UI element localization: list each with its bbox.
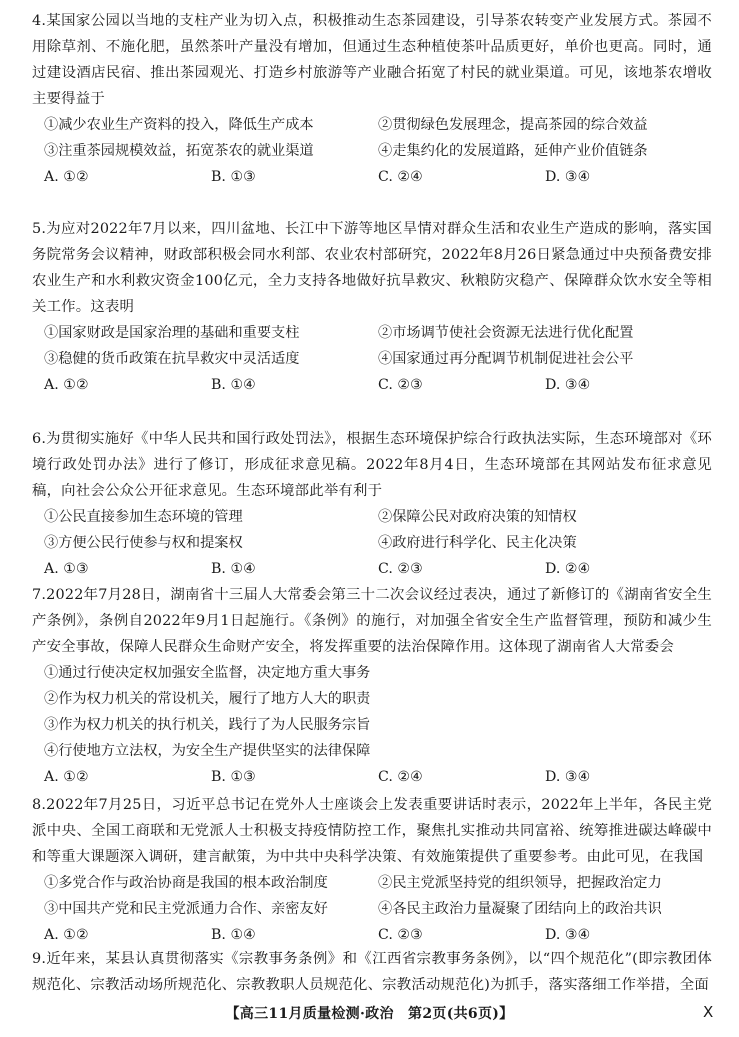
q5-option-3: ③稳健的货币政策在抗旱救灾中灵活适度 xyxy=(44,351,300,367)
question-4-answers xyxy=(32,164,712,190)
question-9 xyxy=(32,946,712,998)
question-5-stem: 5.为应对2022年7月以来，四川盆地、长江中下游等地区旱情对群众生活和农业生产造成的影响，落实国务院常务会议精神，财政部积极会同水利部、农业农村部研究，2022年8月26日紧急通过中央预备费安排农业生产和水利救灾资金100亿元，全力支持各地做好抗旱救灾、秋粮防灾稳产、保障群众饮水安全等相关工作。这表明 xyxy=(32,221,712,315)
q8-option-2: ②民主党派坚持党的组织领导，把握政治定力 xyxy=(378,875,662,891)
q8-option-1: ①多党合作与政治协商是我国的根本政治制度 xyxy=(44,875,328,891)
q4-answer-b: B. ①③ xyxy=(211,169,256,185)
question-4 xyxy=(32,8,712,190)
question-9-stem: 9.近年来，某县认真贯彻落实《宗教事务条例》和《江西省宗教事务条例》，以“四个规范化”(即宗教团体规范化、宗教活动场所规范化、宗教教职人员规范化、宗教活动规范化)为抓手，落实落细工作举措，全面 xyxy=(32,951,712,993)
q6-option-1: ①公民直接参加生态环境的管理 xyxy=(44,509,243,525)
q8-option-3: ③中国共产党和民主党派通力合作、亲密友好 xyxy=(44,901,328,917)
q5-option-4: ④国家通过再分配调节机制促进社会公平 xyxy=(378,351,634,367)
q4-option-3: ③注重茶园规模效益，拓宽茶农的就业渠道 xyxy=(44,143,314,159)
q7-option-1: ①通过行使决定权加强安全监督，决定地方重大事务 xyxy=(44,665,371,681)
question-5-answers xyxy=(32,372,712,398)
q6-answer-d: D. ②④ xyxy=(545,561,591,577)
q6-answer-c: C. ②③ xyxy=(378,561,423,577)
q4-answer-c: C. ②④ xyxy=(378,169,423,185)
q4-option-2: ②贯彻绿色发展理念，提高茶园的综合效益 xyxy=(378,117,648,133)
q5-answer-b: B. ①④ xyxy=(211,377,256,393)
q8-answer-b: B. ①④ xyxy=(211,927,256,943)
q7-answer-b: B. ①③ xyxy=(211,769,256,785)
q8-answer-a: A. ①② xyxy=(44,927,89,943)
question-8 xyxy=(32,792,712,948)
q7-option-4: ④行使地方立法权，为安全生产提供坚实的法律保障 xyxy=(44,743,371,759)
q8-option-4: ④各民主政治力量凝聚了团结向上的政治共识 xyxy=(378,901,662,917)
question-6-options xyxy=(32,504,712,556)
q7-answer-c: C. ②④ xyxy=(378,769,423,785)
page-footer: 【高三11月质量检测·政治 第2页(共6页)】 xyxy=(225,1006,514,1022)
q8-answer-c: C. ②③ xyxy=(378,927,423,943)
question-7-answers xyxy=(32,764,712,790)
q4-option-4: ④走集约化的发展道路，延伸产业价值链条 xyxy=(378,143,648,159)
q5-answer-d: D. ③④ xyxy=(545,377,591,393)
q8-answer-d: D. ③④ xyxy=(545,927,591,943)
q6-option-2: ②保障公民对政府决策的知情权 xyxy=(378,509,577,525)
question-6-stem: 6.为贯彻实施好《中华人民共和国行政处罚法》，根据生态环境保护综合行政执法实际，生态环境部对《环境行政处罚办法》进行了修订，形成征求意见稿。2022年8月4日，生态环境部在其网站发布征求意见稿，向社会公众公开征求意见。生态环境部此举有利于 xyxy=(32,431,712,499)
q7-answer-d: D. ③④ xyxy=(545,769,591,785)
question-7 xyxy=(32,582,712,790)
question-4-options xyxy=(32,112,712,164)
question-8-stem: 8.2022年7月25日，习近平总书记在党外人士座谈会上发表重要讲话时表示，2022年上半年，各民主党派中央、全国工商联和无党派人士积极支持疫情防控工作，聚焦扎实推动共同富裕、统筹推进碳达峰碳中和等重大课题深入调研，建言献策，为中共中央科学决策、有效施策提供了重要参考。由此可见，在我国 xyxy=(32,797,712,865)
q6-option-4: ④政府进行科学化、民主化决策 xyxy=(378,535,577,551)
question-5-options xyxy=(32,320,712,372)
question-7-options xyxy=(32,660,712,764)
q4-answer-a: A. ①② xyxy=(44,169,89,185)
question-8-answers xyxy=(32,922,712,948)
question-7-stem: 7.2022年7月28日，湖南省十三届人大常委会第三十二次会议经过表决，通过了新修订的《湖南省安全生产条例》，条例自2022年9月1日起施行。《条例》的施行，对加强全省安全生产监督管理，预防和减少生产安全事故，保障人民群众生命财产安全，将发挥重要的法治保障作用。这体现了湖南省人大常委会 xyxy=(32,587,712,655)
q6-option-3: ③方便公民行使参与权和提案权 xyxy=(44,535,243,551)
q5-answer-c: C. ②③ xyxy=(378,377,423,393)
question-4-stem: 4.某国家公园以当地的支柱产业为切入点，积极推动生态茶园建设，引导茶农转变产业发展方式。茶园不用除草剂、不施化肥，虽然茶叶产量没有增加，但通过生态种植使茶叶品质更好，单价也更高。同时，通过建设酒店民宿、推出茶园观光、打造乡村旅游等产业融合拓宽了村民的就业渠道。可见，该地茶农增收主要得益于 xyxy=(32,13,712,107)
q5-option-1: ①国家财政是国家治理的基础和重要支柱 xyxy=(44,325,300,341)
question-6-answers xyxy=(32,556,712,582)
question-6 xyxy=(32,426,712,582)
q4-option-1: ①减少农业生产资料的投入，降低生产成本 xyxy=(44,117,314,133)
q7-option-2: ②作为权力机关的常设机关，履行了地方人大的职责 xyxy=(44,691,371,707)
q6-answer-b: B. ①④ xyxy=(211,561,256,577)
footer-mark: X xyxy=(703,1003,714,1021)
question-8-options xyxy=(32,870,712,922)
q7-answer-a: A. ①② xyxy=(44,769,89,785)
q7-option-3: ③作为权力机关的执行机关，践行了为人民服务宗旨 xyxy=(44,717,371,733)
q5-option-2: ②市场调节使社会资源无法进行优化配置 xyxy=(378,325,634,341)
question-5 xyxy=(32,216,712,398)
q6-answer-a: A. ①③ xyxy=(44,561,89,577)
q5-answer-a: A. ①② xyxy=(44,377,89,393)
q4-answer-d: D. ③④ xyxy=(545,169,591,185)
